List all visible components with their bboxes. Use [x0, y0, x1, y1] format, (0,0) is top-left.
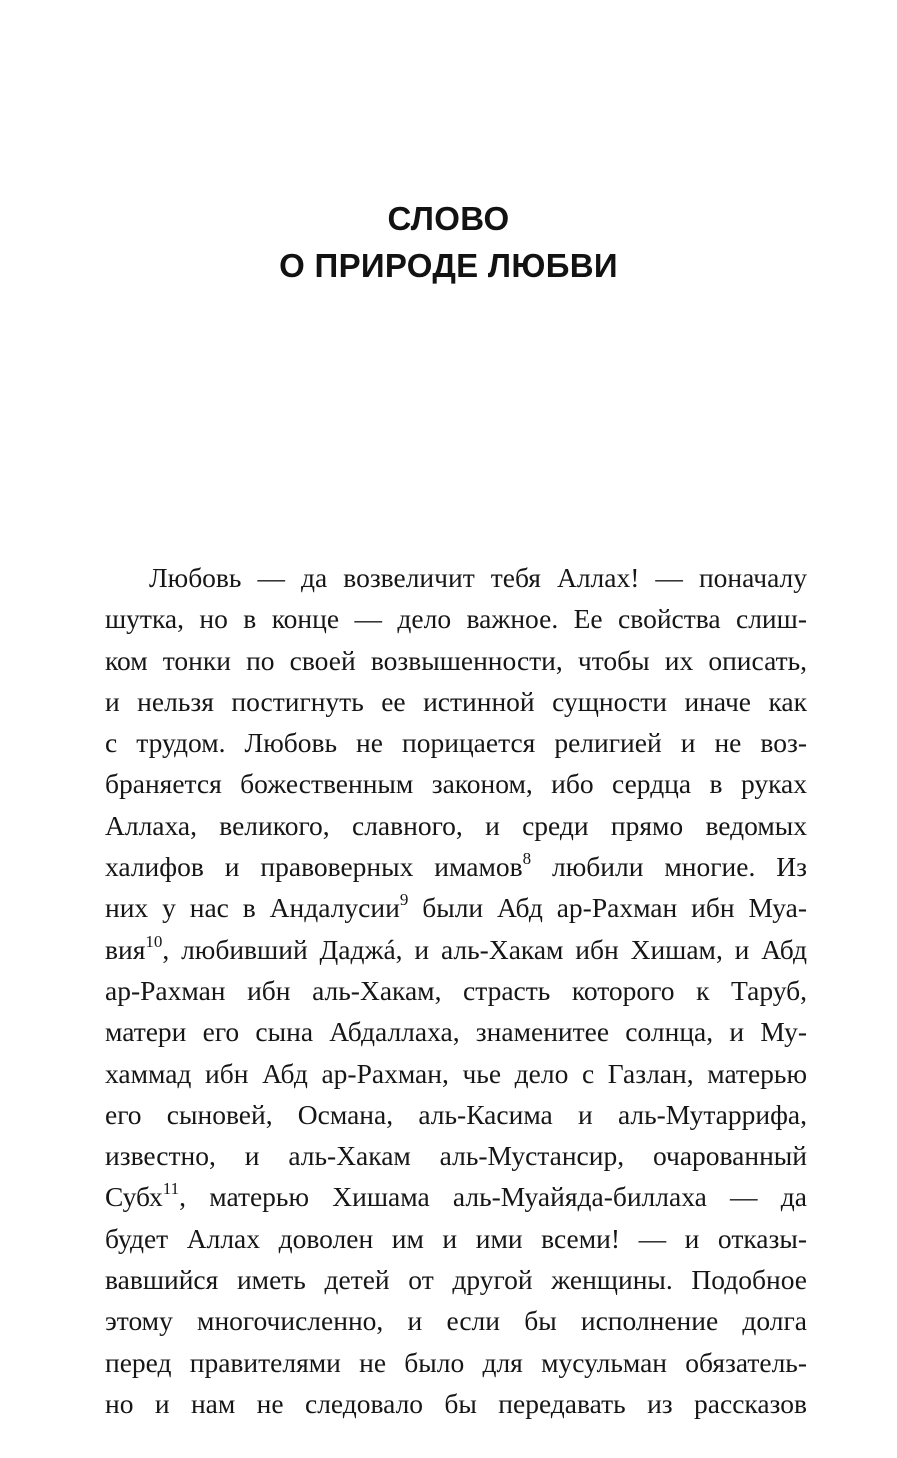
- text-line: ар-Рахман ибн аль-Хакам, страсть которого к Таруб,: [105, 974, 807, 1006]
- text-line: его сыновей, Османа, аль-Касима и аль-Мутаррифа,: [105, 1098, 807, 1130]
- text-line: вия$^{10}$, любивший Даджá, и аль-Хакам ибн Хишам, и Абд: [105, 931, 807, 965]
- footnote-marker: 11: [162, 1179, 180, 1199]
- text-line: Субх$^{11}$, матерью Хишама аль-Муайяда-биллаха — да: [105, 1179, 807, 1213]
- text-line: халифов и правоверных имамов$^8$ любили многие. Из: [105, 848, 807, 883]
- text-line: них у нас в Андалусии$^9$ были Абд ар-Рахман ибн Муа-: [105, 890, 807, 924]
- chapter-title: [0, 195, 897, 289]
- footnote-marker: 9: [399, 890, 409, 910]
- text-line: с трудом. Любовь не порицается религией и не воз-: [105, 727, 807, 759]
- text-line: известно, и аль-Хакам аль-Мустансир, очарованный: [105, 1140, 807, 1172]
- text-line: будет Аллах доволен им и ими всеми! — и отказы-: [105, 1222, 807, 1254]
- text-line: и нельзя постигнуть ее истинной сущности иначе как: [105, 685, 807, 717]
- chapter-title-line-2: О ПРИРОДЕ ЛЮБВИ: [279, 247, 618, 284]
- body-paragraph: [105, 557, 807, 1424]
- chapter-title-line-1: СЛОВО: [387, 200, 510, 237]
- footnote-marker: 10: [145, 931, 163, 951]
- text-line: матери его сына Абдаллаха, знаменитее солнца, и Му-: [105, 1016, 807, 1048]
- text-line: хаммад ибн Абд ар-Рахман, чье дело с Газлан, матерью: [105, 1057, 807, 1089]
- text-line: браняется божественным законом, ибо сердца в руках: [105, 768, 807, 800]
- text-line: ком тонки по своей возвышенности, чтобы их описать,: [105, 644, 807, 676]
- text-line: этому многочисленно, и если бы исполнение долга: [105, 1305, 807, 1337]
- text-line: Любовь — да возвеличит тебя Аллах! — поначалу: [149, 562, 807, 593]
- text-line: но и нам не следовало бы передавать из рассказов: [105, 1387, 807, 1419]
- text-line: перед правителями не было для мусульман обязатель-: [105, 1346, 807, 1378]
- text-line: вавшийся иметь детей от другой женщины. Подобное: [105, 1264, 807, 1296]
- text-line: шутка, но в конце — дело важное. Ее свойства слиш-: [105, 603, 807, 635]
- text-line: Аллаха, великого, славного, и среди прямо ведомых: [105, 809, 807, 841]
- footnote-marker: 8: [522, 848, 532, 868]
